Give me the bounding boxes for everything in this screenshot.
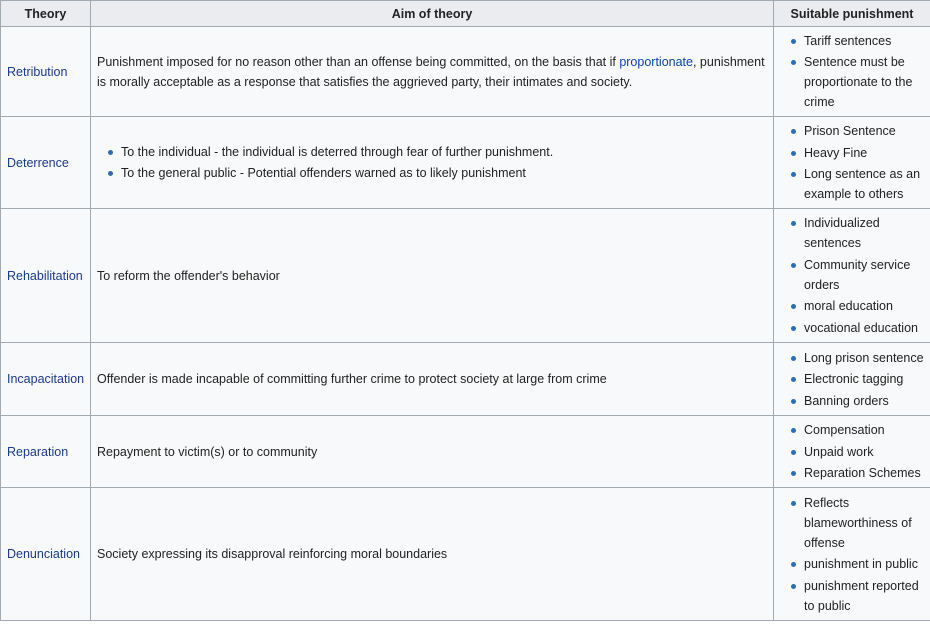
- list-item: Electronic tagging: [804, 369, 924, 389]
- punishment-list: [780, 213, 924, 338]
- aim-text: Society expressing its disapproval reinforcing moral boundaries: [97, 547, 448, 561]
- list-item: Long prison sentence: [804, 348, 924, 368]
- punishment-cell: [774, 209, 930, 343]
- aim-cell: [91, 488, 774, 621]
- aim-cell: [91, 209, 774, 343]
- aim-text: Repayment to victim(s) or to community: [97, 444, 318, 459]
- theory-cell: [1, 27, 91, 117]
- theory-link-denunciation[interactable]: Denunciation: [7, 547, 80, 561]
- aim-text: , punishment is morally acceptable as a response that satisfies the aggrieved party, their intimates and society.: [97, 54, 765, 89]
- punishment-cell: [774, 488, 930, 621]
- table-row: [1, 343, 930, 416]
- punishment-cell: [774, 27, 930, 117]
- punishment-cell: [774, 416, 930, 488]
- list-item: Tariff sentences: [804, 31, 924, 51]
- list-item: Community service orders: [804, 255, 924, 295]
- aim-cell: [91, 117, 774, 209]
- list-item: punishment in public: [804, 554, 924, 574]
- aim-cell: [91, 27, 774, 117]
- theory-link-incapacitation[interactable]: Incapacitation: [7, 372, 85, 386]
- header-aim[interactable]: Aim of theory: [91, 1, 774, 27]
- list-item: Prison Sentence: [804, 121, 924, 141]
- punishment-cell: [774, 117, 930, 209]
- list-item: To the general public - Potential offenders warned as to likely punishment: [121, 163, 767, 183]
- list-item: Compensation: [804, 420, 924, 440]
- list-item: Heavy Fine: [804, 143, 924, 163]
- theory-cell: [1, 343, 91, 416]
- punishment-list: [780, 31, 924, 113]
- table-row: [1, 488, 930, 621]
- punishment-list: [780, 121, 924, 204]
- punishment-list: [780, 493, 924, 616]
- list-item: punishment reported to public: [804, 576, 924, 616]
- list-item: vocational education: [804, 318, 924, 338]
- list-item: Banning orders: [804, 391, 924, 411]
- header-row: [1, 1, 930, 27]
- aim-cell: [91, 343, 774, 416]
- punishment-list: [780, 420, 924, 483]
- list-item: moral education: [804, 296, 924, 316]
- aim-text: Punishment imposed for no reason other than an offense being committed, on the basis that if: [97, 54, 620, 69]
- table-row: [1, 27, 930, 117]
- header-theory[interactable]: Theory: [1, 1, 91, 27]
- aim-list: [97, 142, 767, 183]
- theory-cell: [1, 117, 91, 209]
- table-row: [1, 416, 930, 488]
- aim-text: To reform the offender's behavior: [97, 268, 280, 283]
- list-item: Unpaid work: [804, 442, 924, 462]
- punishment-cell: [774, 343, 930, 416]
- list-item: Reparation Schemes: [804, 463, 924, 483]
- list-item: To the individual - the individual is deterred through fear of further punishment.: [121, 142, 767, 162]
- proportionate-link[interactable]: proportionate: [619, 54, 693, 69]
- theory-link-retribution[interactable]: Retribution: [7, 64, 68, 79]
- theory-link-deterrence[interactable]: Deterrence: [7, 155, 69, 170]
- theory-cell: [1, 488, 91, 621]
- theory-link-rehabilitation[interactable]: Rehabilitation: [7, 268, 83, 283]
- list-item: Individualized sentences: [804, 213, 924, 253]
- punishment-list: [780, 348, 924, 411]
- list-item: Long sentence as an example to others: [804, 164, 924, 204]
- aim-cell: [91, 416, 774, 488]
- list-item: Reflects blameworthiness of offense: [804, 493, 924, 553]
- theory-cell: [1, 209, 91, 343]
- table-row: [1, 209, 930, 343]
- theory-cell: [1, 416, 91, 488]
- aim-text: Offender is made incapable of committing further crime to protect society at large from crime: [97, 372, 607, 386]
- table-row: [1, 117, 930, 209]
- list-item: Sentence must be proportionate to the crime: [804, 52, 924, 112]
- theory-link-reparation[interactable]: Reparation: [7, 444, 69, 459]
- header-punishment[interactable]: Suitable punishment: [774, 1, 930, 27]
